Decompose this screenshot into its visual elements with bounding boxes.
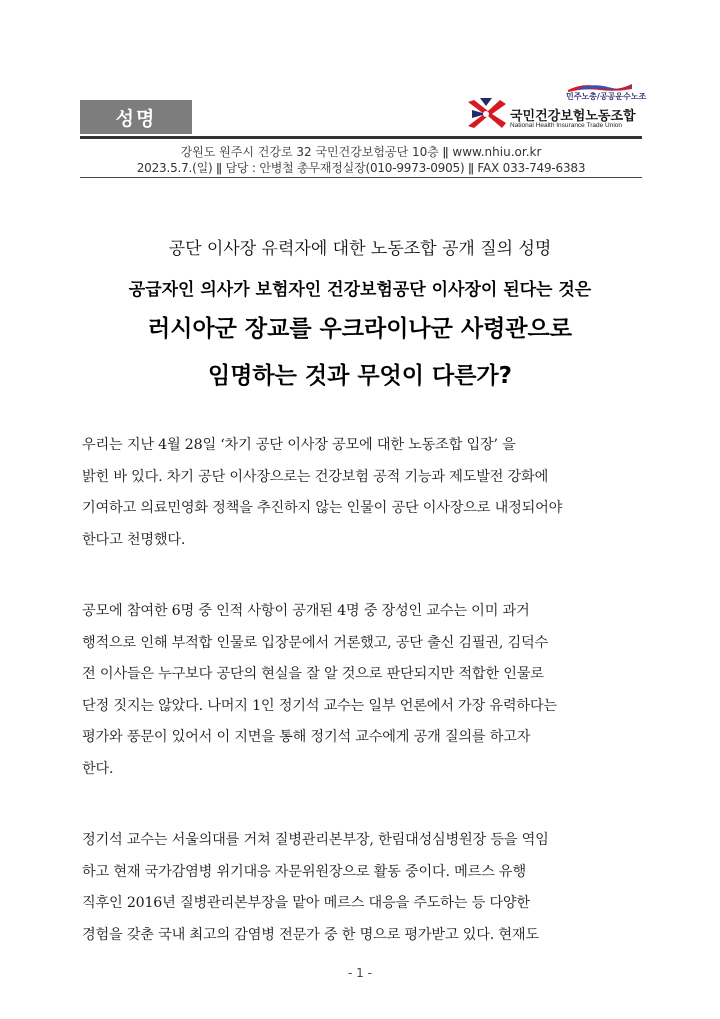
statement-subtitle: 공단 이사장 유력자에 대한 노동조합 공개 질의 성명	[168, 239, 552, 259]
address-line: 강원도 원주시 건강로 32 국민건강보험공단 10층 ǁ www.nhiu.or.kr	[180, 145, 542, 159]
statement-badge: 성명	[80, 100, 192, 134]
union-logo	[466, 88, 647, 134]
statement-headline-line2: 임명하는 것과 무엇이 다른가?	[208, 363, 512, 389]
union-emblem-icon	[466, 96, 506, 132]
body-paragraph: 우리는 지난 4월 28일 ‘차기 공단 이사장 공모에 대한 노동조합 입장’ 을 밝힌 바 있다. 차기 공단 이사장으로는 건강보험 공적 기능과 제도발전 강화에 기여하고 의료민영화 정책을 추진하지 않는 인물이 공단 이사장으로 내정되어야 한다고 천명했다.	[82, 437, 563, 548]
header-divider-thick	[80, 136, 642, 139]
contact-line: 2023.5.7.(일) ǁ 담당 : 안병철 총무재정실장(010-9973-0905) ǁ FAX 033-749-6383	[136, 161, 586, 175]
body-paragraph: 정기석 교수는 서울의대를 거쳐 질병관리본부장, 한림대성심병원장 등을 역임 하고 현재 국가감염병 위기대응 자문위원장으로 활동 중이다. 메르스 유행 직후인 2016년 질병관리본부장을 맡아 메르스 대응을 주도하는 등 다양한 경험을 갖춘 국내 최고의 감염병 전문가 중 한 명으로 평가받고 있다. 현재도	[82, 832, 549, 943]
logo-affiliation: 민주노총/공공운수노조	[566, 92, 647, 101]
statement-headline-lead: 공급자인 의사가 보험자인 건강보험공단 이사장이 된다는 것은	[128, 280, 592, 300]
body-paragraph: 공모에 참여한 6명 중 인적 사항이 공개된 4명 중 장성인 교수는 이미 과거 행적으로 인해 부적합 인물로 입장문에서 거론했고, 공단 출신 김필권, 김덕수 전 이사들은 누구보다 공단의 현실을 잘 알 것으로 판단되지만 적합한 인물로 단정 짓지는 않았다. 나머지 1인 정기석 교수는 일부 언론에서 가장 유력하다는 평가와 풍문이 있어서 이 지면을 통해 정기석 교수에게 공개 질의를 하고자 한다.	[82, 603, 557, 777]
title-block	[60, 234, 660, 390]
logo-union-name: 국민건강보험노동조합	[510, 109, 636, 124]
statement-header	[80, 88, 647, 178]
header-divider-thin	[80, 177, 642, 178]
page-number: - 1 -	[348, 966, 372, 980]
statement-body	[82, 430, 642, 991]
statement-headline-line1: 러시아군 장교를 우크라이나군 사령관으로	[148, 316, 572, 342]
logo-union-name-en: National Health Insurance Trade Union	[510, 122, 623, 129]
